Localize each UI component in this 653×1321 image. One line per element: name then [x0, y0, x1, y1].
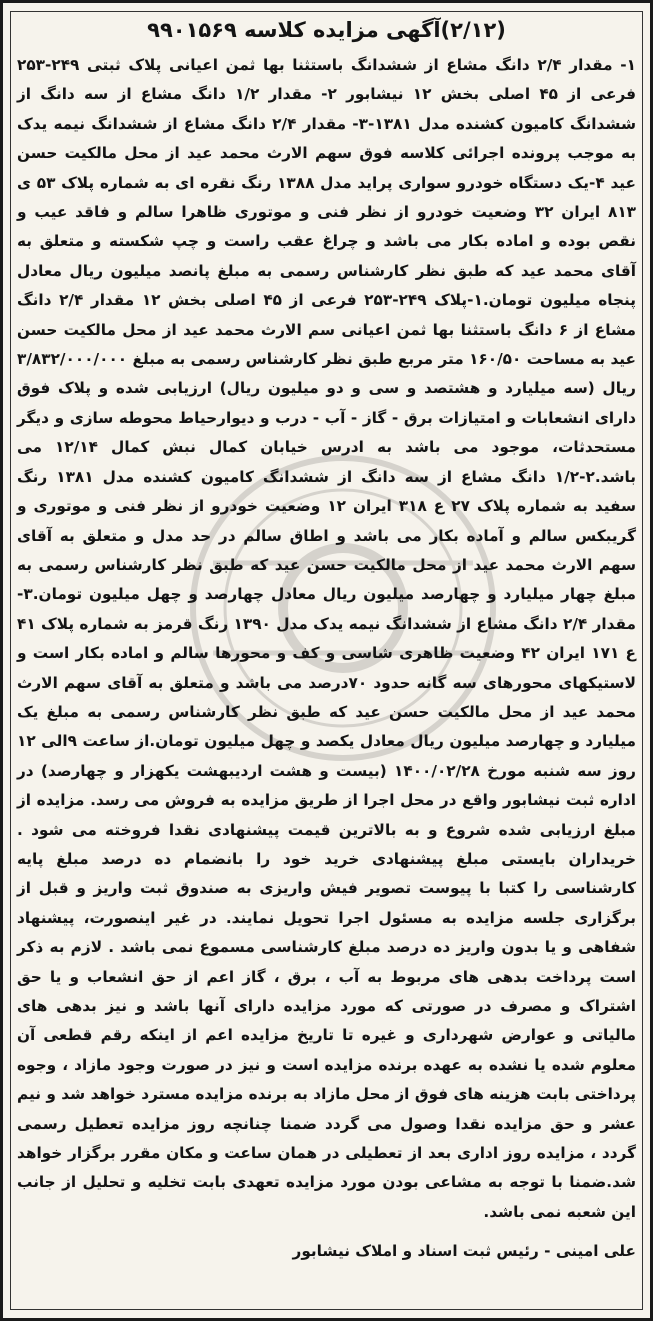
notice-signature: علی امینی - رئیس ثبت اسناد و املاک نیشابور [292, 1242, 636, 1261]
notice-body: ۱- مقدار ۲/۴ دانگ مشاع از ششدانگ باستثنا بها ثمن اعیانی پلاک ثبتی ۲۴۹-۲۵۳ فرعی از ۴۵ اصلی بخش ۱۲ نیشابور ۲- مقدار ۱/۲ دانگ مشاع از سه دانگ از ششدانگ کامیون کشنده مدل ۱۳۸۱-۳- مقدار ۲/۴ دانگ مشاع از ششدانگ نیمه یدک به موجب پرونده اجرائی کلاسه فوق سهم الارث محمد عید از محل مالکیت حسن عید ۴-یک دستگاه خودرو سواری پراید مدل ۱۳۸۸ رنگ نقره ای به شماره پلاک ۵۳ ی ۸۱۳ ایران ۳۲ وضعیت خودرو از نظر فنی و موتوری ظاهرا سالم و فاقد عیب و نقص بوده و اماده بکار می باشد و چراغ عقب راست و چپ شکسته و متعلق به آقای محمد عید که طبق نظر کارشناس رسمی به مبلغ پانصد میلیون ریال معادل پنجاه میلیون تومان.۱-پلاک ۲۴۹-۲۵۳ فرعی از ۴۵ اصلی بخش ۱۲ مقدار ۲/۴ دانگ مشاع از ۶ دانگ باستثنا بها ثمن اعیانی سم الارث محمد عید از محل مالکیت حسن عید به مساحت ۱۶۰/۵۰ متر مربع طبق نظر کارشناس رسمی به مبلغ ۳/۸۳۲/۰۰۰/۰۰۰ ریال (سه میلیارد و هشتصد و سی و دو میلیون ریال) ارزیابی شده و پلاک فوق دارای انشعابات و امتیازات برق - گاز - آب - درب و دیوارحیاط محوطه سازی و دیگر مستحدثات، موجود می باشد به ادرس خیابان کمال نبش کمال ۱۲/۱۴ می باشد.۲-۱/۲ دانگ مشاع از سه دانگ از ششدانگ کامیون کشنده مدل ۱۳۸۱ رنگ سفید به شماره پلاک ۲۷ ع ۳۱۸ ایران ۱۲ وضعیت خودرو از نظر فنی و موتوری و گریبکس سالم و آماده بکار می باشد و اطاق سالم در حد مدل و متعلق به آقای سهم الارث محمد عید از محل مالکیت حسن عید که طبق نظر کارشناس رسمی به مبلغ چهار میلیارد و چهارصد میلیون ریال معادل چهارصد و چهل میلیون تومان.۳-مقدار ۲/۴ دانگ مشاع از ششدانگ نیمه یدک مدل ۱۳۹۰ رنگ قرمز به شماره پلاک ۴۱ ع ۱۷۱ ایران ۴۲ وضعیت ظاهری شاسی و کف و محورها سالم و اماده بکار است و لاستیکهای محورهای سه گانه حدود ۷۰درصد می باشد و متعلق به آقای سهم الارث محمد عید از محل مالکیت حسن عید که طبق نظر کارشناس رسمی به مبلغ یک میلیارد و چهارصد میلیون ریال معادل یکصد و چهل میلیون تومان.از ساعت ۹الی ۱۲ روز سه شنبه مورخ ۱۴۰۰/۰۲/۲۸ (بیست و هشت اردیبهشت یکهزار و چهارصد) در اداره ثبت نیشابور واقع در محل اجرا از طریق مزایده به فروش می رسد. مزایده از مبلغ ارزیابی شده شروع و به بالاترین قیمت پیشنهادی نقدا فروخته می شود . خریداران بایستی مبلغ پیشنهادی خرید خود را بانضمام ده درصد مبلغ پایه کارشناسی را کتبا با پیوست تصویر فیش واریزی به صندوق ثبت واریز و قبل از برگزاری جلسه مزایده به مسئول اجرا تحویل نمایند. در غیر اینصورت، پیشنهاد شفاهی و یا بدون واریز ده درصد مبلغ کارشناسی مسموع نمی باشد . لازم به ذکر است پرداخت بدهی های مربوط به آب ، برق ، گاز اعم از حق انشعاب و یا حق اشتراک و مصرف در صورتی که مورد مزایده دارای آنها باشد و نیز بدهی های مالیاتی و عوارض شهرداری و غیره تا تاریخ مزایده اعم از اینکه رقم قطعی آن معلوم شده یا نشده به عهده برنده مزایده است و نیز در صورت وجود مازاد ، وجوه پرداختی بابت هزینه های فوق از محل مازاد به برنده مزایده مسترد خواهد شد و نیم عشر و حق مزایده نقدا وصول می گردد ضمنا چنانچه روز مزایده تعطیل رسمی گردد ، مزایده روز اداری بعد از تعطیلی در همان ساعت و مکان مقرر برگزار خواهد شد.ضمنا با توجه به مشاعی بودن مورد مزایده تعهدی بابت تخلیه و تحلیل از جانب این شعبه نمی باشد. [17, 56, 637, 1221]
notice-title: (۲/۱۲)آگهی مزایده کلاسه ۹۹۰۱۵۶۹ [147, 18, 506, 42]
notice-content [17, 15, 636, 1263]
